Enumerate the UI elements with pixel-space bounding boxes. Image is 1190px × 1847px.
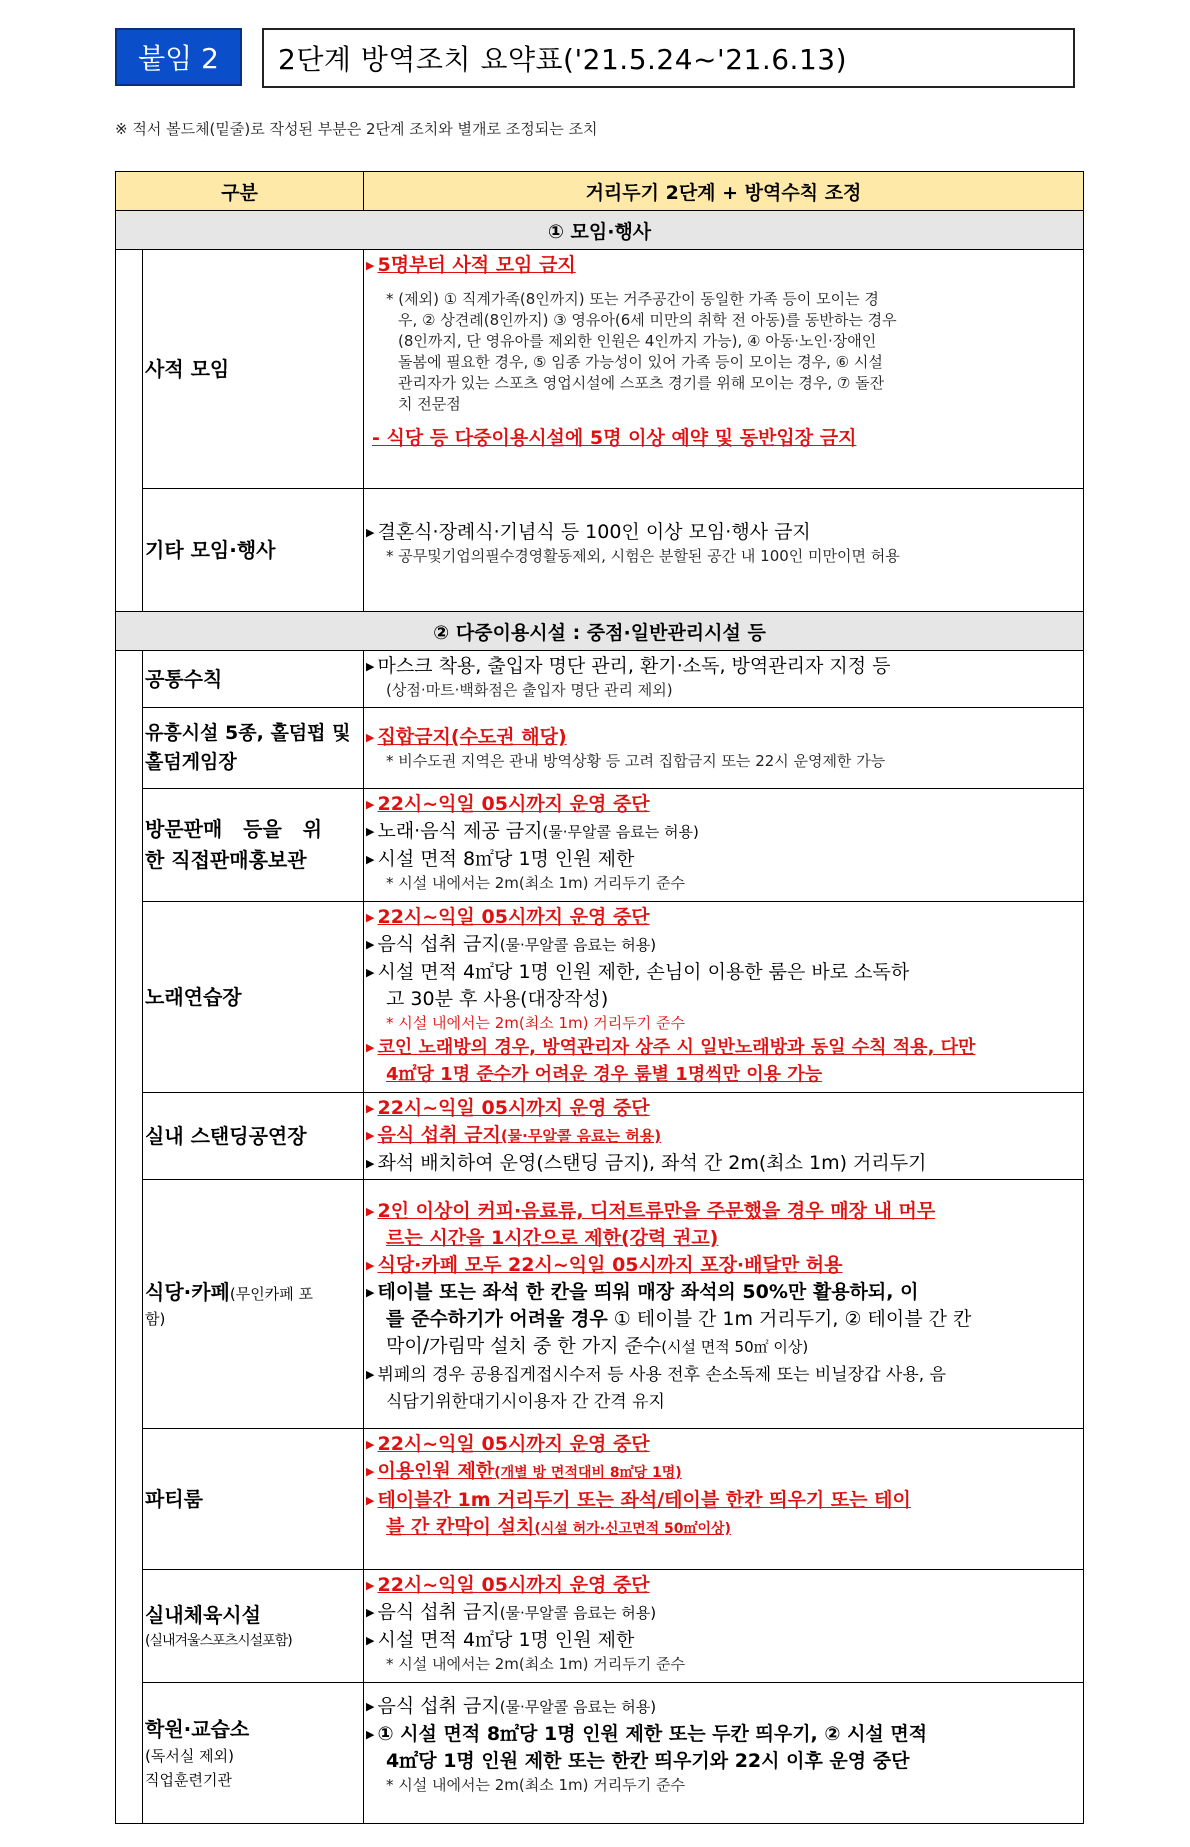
row-content: ▶ 22시~익일 05시까지 운영 중단 ▶ 이용인원 제한(개별 방 면적대비 8㎡당 1명) ▶ 테이블간 1m 거리두기 또는 좌석/테이블 한칸 띄우기 또는 테이 블 간 칸막이 설치(시설 허가·신고면적 50㎡이상): [364, 1429, 1084, 1570]
table-header-row: [116, 172, 1084, 211]
row-content: ▶ 5명부터 사적 모임 금지 * (제외) ① 직계가족(8인까지) 또는 거주공간이 동일한 가족 등이 모이는 경 우, ② 상견례(8인까지) ③ 영유아(6세 미만의 취학 전 아동)를 동반하는 경우 (8인까지, 단 영유아를 제외한 인원은 4인까지 가능), ④ 아동·노인·장애인 돌봄에 필요한 경우, ⑤ 임종 가능성이 있어 가족 등이 모이는 경우, ⑥ 시설 관리자가 있는 스포츠 영업시설에 스포츠 경기를 위해 모이는 경우, ⑦ 돌잔 치 전문점 - 식당 등 다중이용시설에 5명 이상 예약 및 동반입장 금지: [364, 250, 1084, 489]
table-row: [116, 651, 1084, 708]
table-row: [116, 708, 1084, 789]
row-content: ▶ 음식 섭취 금지(물·무알콜 음료는 허용) ▶ ① 시설 면적 8㎡당 1명 인원 제한 또는 두칸 띄우기, ② 시설 면적 4㎡당 1명 인원 제한 또는 한칸 띄우기와 22시 이후 운영 중단 * 시설 내에서는 2m(최소 1m) 거리두기 준수: [364, 1683, 1084, 1824]
document-title: 2단계 방역조치 요약표('21.5.24~'21.6.13): [262, 28, 1075, 88]
row-content: ▶ 집합금지(수도권 해당) * 비수도권 지역은 관내 방역상황 등 고려 집합금지 또는 22시 운영제한 가능: [364, 708, 1084, 789]
row-label: 파티룸: [143, 1429, 364, 1570]
table-row: [116, 1429, 1084, 1570]
row-label: 식당·카페(무인카페 포 함): [143, 1180, 364, 1429]
row-content: ▶ 22시~익일 05시까지 운영 중단 ▶ 음식 섭취 금지(물·무알콜 음료는 허용) ▶ 시설 면적 4㎡당 1명 인원 제한, 손님이 이용한 룸은 바로 소독하 고 30분 후 사용(대장작성) * 시설 내에서는 2m(최소 1m) 거리두기 준수 ▶ 코인 노래방의 경우, 방역관리자 상주 시 일반노래방과 동일 수칙 적용, 다만 4㎡당 1명 준수가 어려운 경우 룸별 1명씩만 이용 가능: [364, 902, 1084, 1093]
row-content: ▶ 22시~익일 05시까지 운영 중단 ▶ 음식 섭취 금지(물·무알콜 음료는 허용) ▶ 시설 면적 4㎡당 1명 인원 제한 * 시설 내에서는 2m(최소 1m) 거리두기 준수: [364, 1570, 1084, 1683]
column-header-measures: 거리두기 2단계 + 방역수칙 조정: [364, 172, 1084, 211]
table-row: [116, 489, 1084, 612]
row-content: ▶ 결혼식·장례식·기념식 등 100인 이상 모임·행사 금지 * 공무및기업의필수경영활동제외, 시험은 분할된 공간 내 100인 미만이면 허용: [364, 489, 1084, 612]
row-label: 실내 스탠딩공연장: [143, 1093, 364, 1180]
table-row: [116, 1683, 1084, 1824]
table-row: [116, 250, 1084, 489]
section-title: ② 다중이용시설 : 중점·일반관리시설 등: [116, 612, 1084, 651]
row-label: 공통수칙: [143, 651, 364, 708]
legend-note: ※ 적서 볼드체(밑줄)로 작성된 부분은 2단계 조치와 별개로 조정되는 조치: [115, 120, 598, 138]
row-label: 학원·교습소 (독서실 제외) 직업훈련기관: [143, 1683, 364, 1824]
row-label: 유흥시설 5종, 홀덤펍 및 홀덤게임장: [143, 708, 364, 789]
table-row: [116, 1180, 1084, 1429]
attachment-tag: 붙임 2: [115, 28, 242, 86]
table-row: [116, 1570, 1084, 1683]
table-row: [116, 902, 1084, 1093]
table-row: [116, 1093, 1084, 1180]
row-label: 실내체육시설 (실내겨울스포츠시설포함): [143, 1570, 364, 1683]
row-content: ▶ 22시~익일 05시까지 운영 중단 ▶ 음식 섭취 금지(물·무알콜 음료는 허용) ▶ 좌석 배치하여 운영(스탠딩 금지), 좌석 간 2m(최소 1m) 거리두기: [364, 1093, 1084, 1180]
table-row: [116, 789, 1084, 902]
section-facilities: [116, 612, 1084, 651]
row-gutter: [116, 651, 143, 1824]
section-gatherings: [116, 211, 1084, 250]
row-content: ▶ 22시~익일 05시까지 운영 중단 ▶ 노래·음식 제공 금지(물·무알콜 음료는 허용) ▶ 시설 면적 8㎡당 1명 인원 제한 * 시설 내에서는 2m(최소 1m) 거리두기 준수: [364, 789, 1084, 902]
row-label: 사적 모임: [143, 250, 364, 489]
row-content: ▶ 마스크 착용, 출입자 명단 관리, 환기·소독, 방역관리자 지정 등 (상점·마트·백화점은 출입자 명단 관리 제외): [364, 651, 1084, 708]
row-label: 방문판매 등을 위 한 직접판매홍보관: [143, 789, 364, 902]
row-label: 노래연습장: [143, 902, 364, 1093]
section-title: ① 모임·행사: [116, 211, 1084, 250]
row-content: ▶ 2인 이상이 커피·음료류, 디저트류만을 주문했을 경우 매장 내 머무 르는 시간을 1시간으로 제한(강력 권고) ▶ 식당·카페 모두 22시~익일 05시까지 포장·배달만 허용 ▶ 테이블 또는 좌석 한 칸을 띄워 매장 좌석의 50%만 활용하되, 이 를 준수하기가 어려울 경우 ① 테이블 간 1m 거리두기, ② 테이블 간 칸 막이/가림막 설치 중 한 가지 준수(시설 면적 50㎡ 이상) ▶ 뷔페의 경우 공용집게접시수저 등 사용 전후 손소독제 또는 비닐장갑 사용, 음 식담기위한대기시이용자 간 간격 유지: [364, 1180, 1084, 1429]
row-gutter: [116, 250, 143, 612]
row-label: 기타 모임·행사: [143, 489, 364, 612]
measures-table: [115, 171, 1084, 1824]
column-header-category: 구분: [116, 172, 364, 211]
